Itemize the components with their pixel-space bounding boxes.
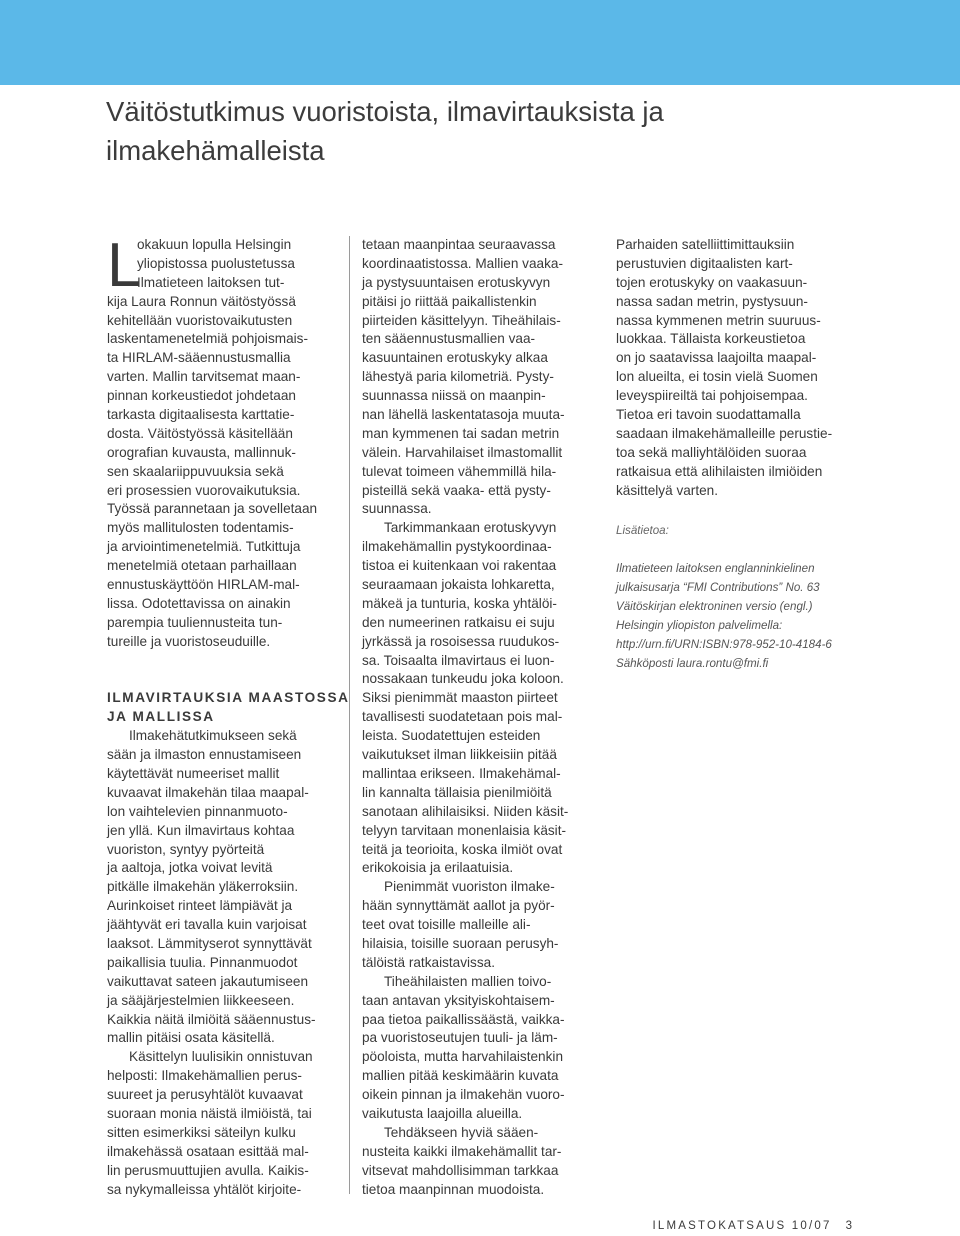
text-line: paa tietoa paikallissäästä, vaikka- bbox=[362, 1011, 565, 1027]
text-line: okakuun lopulla Helsingin bbox=[137, 237, 292, 252]
text-line: lissa. Odotettavissa on ainakin bbox=[107, 595, 291, 611]
title-line-2: ilmakehämalleista bbox=[106, 135, 325, 166]
text-line: pisteillä sekä vaaka- että pysty- bbox=[362, 482, 551, 498]
text-line: lin kannalta tällaisia pienilmiöitä bbox=[362, 784, 552, 800]
text-line: sanotaan alihilaisiksi. Niiden käsit- bbox=[362, 803, 569, 819]
top-color-band bbox=[0, 0, 960, 85]
text-line: sään ja ilmaston ennustamiseen bbox=[107, 747, 302, 763]
text-line: tietoa maanpinnan muodoista. bbox=[362, 1181, 545, 1197]
text-line: mallin pitäisi osata käsitellä. bbox=[107, 1030, 275, 1046]
text-line: sitten esimerkiksi säteilyn kulku bbox=[107, 1124, 296, 1140]
text-line: perustuvien digitaalisten kart- bbox=[616, 255, 793, 271]
info-line: Helsingin yliopiston palvelimella: bbox=[616, 619, 783, 633]
text-line: Tehdäkseen hyviä sääen- bbox=[384, 1124, 539, 1140]
text-line: man kymmenen tai sadan metrin bbox=[362, 425, 560, 441]
text-line: Tiheähilaisten mallien toivo- bbox=[384, 973, 552, 989]
text-line: ja arviointimenetelmiä. Tutkittuja bbox=[107, 539, 301, 555]
text-line: kehitellään vuoristovaikutusten bbox=[107, 312, 293, 328]
text-line: teitä ja teorioita, koska ilmiöt ovat bbox=[362, 841, 563, 857]
text-line: ennustuskäyttöön HIRLAM-mal- bbox=[107, 577, 300, 593]
text-line: pitkälle ilmakehän yläkerroksiin. bbox=[107, 879, 299, 895]
text-line: helposti: Ilmakehämallien perus- bbox=[107, 1068, 302, 1084]
text-line: välein. Harvahilaiset ilmastomallit bbox=[362, 444, 563, 460]
text-line: hilaisia, toisille suoraan perusyh- bbox=[362, 935, 559, 951]
text-line: lon alueilta, ei tosin vielä Suomen bbox=[616, 369, 818, 385]
text-line: Käsittelyn luulisikin onnistuvan bbox=[129, 1049, 313, 1065]
text-line: piirteiden käsittelyyn. Tiheähilais- bbox=[362, 312, 561, 328]
text-line: luokkaa. Tällaista korkeustietoa bbox=[616, 331, 806, 347]
text-line: kuvaavat ilmakehän tilaa maapal- bbox=[107, 784, 309, 800]
text-line: nassa sadan metrin, pystysuun- bbox=[616, 293, 808, 309]
text-line: mäkeä ja tunturia, koska yhtälöi- bbox=[362, 595, 557, 611]
section-heading-line: ILMAVIRTAUKSIA MAASTOSSA bbox=[107, 690, 350, 706]
info-line: julkaisusarja “FMI Contributions” No. 63 bbox=[616, 581, 820, 595]
text-line: suoraan monia näistä ilmiöistä, tai bbox=[107, 1105, 312, 1121]
paragraph-gap bbox=[107, 652, 339, 671]
drop-cap: L bbox=[107, 231, 142, 300]
text-line: Pienimmät vuoriston ilmake- bbox=[384, 879, 555, 895]
article-title bbox=[106, 92, 866, 170]
text-line: pöoloista, mutta harvahilaistenkin bbox=[362, 1049, 563, 1065]
text-line: yliopistossa puolustetussa bbox=[137, 255, 295, 271]
text-line: Tarkimmankaan erotuskyvyn bbox=[384, 520, 557, 536]
section-heading-line: JA MALLISSA bbox=[107, 709, 215, 725]
text-line: tojen erotuskyky on vaakasuun- bbox=[616, 274, 808, 290]
text-line: suureet ja perusyhtälöt kuvaavat bbox=[107, 1087, 303, 1103]
text-line: Aurinkoiset rinteet lämpiävät ja bbox=[107, 898, 293, 914]
text-line: paikallisia tuulia. Pinnanmuodot bbox=[107, 954, 298, 970]
text-line: oikein pinnan ja ilmakehän vuoro- bbox=[362, 1087, 565, 1103]
page-footer bbox=[653, 1220, 852, 1232]
text-line: ja sääjärjestelmien liikkeeseen. bbox=[107, 992, 295, 1008]
text-line: menetelmiä otetaan parhaillaan bbox=[107, 558, 297, 574]
text-line: den numeerinen ratkaisu ei suju bbox=[362, 614, 555, 630]
text-line: tarkasta digitaalisesta karttatie- bbox=[107, 407, 295, 423]
text-line: Kaikkia näitä ilmiöitä sääennustus- bbox=[107, 1011, 316, 1027]
text-line: vaikutukset ilman liikkeisiin pitää bbox=[362, 747, 557, 763]
info-link[interactable]: http://urn.fi/URN:ISBN:978-952-10-4184-6 bbox=[616, 637, 832, 651]
text-line: tureille ja vuoristoseuduille. bbox=[107, 633, 271, 649]
publication-name: ILMASTOKATSAUS 10/07 bbox=[652, 1220, 832, 1232]
text-line: suunnassa. bbox=[362, 501, 432, 517]
text-line: Parhaiden satelliittimittauksiin bbox=[616, 237, 795, 252]
text-line: tavallisesti suodatetaan pois mal- bbox=[362, 709, 563, 725]
text-line: vitsevat mahdollisimman tarkkaa bbox=[362, 1162, 559, 1178]
text-line: ratkaisua että alihilaisten ilmiöiden bbox=[616, 463, 823, 479]
text-line: telyyn tarvitaan monenlaisia käsit- bbox=[362, 822, 566, 838]
text-line: pa vuoristoseutujen tuuli- ja läm- bbox=[362, 1030, 558, 1046]
text-line: jäähtyvät eri tavalla kuin varjoisat bbox=[107, 917, 307, 933]
text-line: jyrkässä ja rosoisessa ruudukos- bbox=[362, 633, 560, 649]
text-line: nan lähellä laskentatasoja muuta- bbox=[362, 407, 565, 423]
text-line: seuraamaan jokaista lohkaretta, bbox=[362, 577, 555, 593]
text-line: sa. Toisaalta ilmavirtaus ei luon- bbox=[362, 652, 555, 668]
text-line: tetaan maanpintaa seuraavassa bbox=[362, 237, 556, 252]
text-line: ta HIRLAM-sääennustusmallia bbox=[107, 350, 291, 366]
text-line: Siksi pienimmät maaston piirteet bbox=[362, 690, 558, 706]
text-line: mallintaa erikseen. Ilmakehämal- bbox=[362, 765, 561, 781]
text-line: orografian kuvausta, mallinnuk- bbox=[107, 444, 296, 460]
text-line: käytettävät numeeriset mallit bbox=[107, 765, 280, 781]
text-line: Ilmatieteen laitoksen tut- bbox=[137, 274, 285, 290]
text-column-1 bbox=[107, 231, 350, 1199]
text-line: vaikuttavat sateen jakautumiseen bbox=[107, 973, 309, 989]
text-line: Ilmakehätutkimukseen sekä bbox=[129, 728, 297, 744]
text-line: sen skaalariippuvuuksia sekä bbox=[107, 463, 284, 479]
text-line: lähestyä paria kilometriä. Pysty- bbox=[362, 369, 554, 385]
text-line: käsittelyä varten. bbox=[616, 482, 718, 498]
text-line: varten. Mallin tarvitsemat maan- bbox=[107, 369, 301, 385]
text-line: parempia tuuliennusteita tun- bbox=[107, 614, 283, 630]
text-line: eri prosessien vuorovaikutuksia. bbox=[107, 482, 301, 498]
text-line: ja pystysuuntaisen erotuskyvyn bbox=[362, 274, 551, 290]
text-line: suunnassa niissä on maanpin- bbox=[362, 388, 546, 404]
text-line: laaksot. Lämmityserot synnyttävät bbox=[107, 935, 312, 951]
info-label: Lisätietoa: bbox=[616, 524, 669, 538]
column-divider bbox=[349, 236, 350, 1194]
text-line: pitäisi jo riittää paikallistenkin bbox=[362, 293, 537, 309]
text-line: hään synnyttämät aallot ja pyör- bbox=[362, 898, 555, 914]
title-line-1: Väitöstutkimus vuoristoista, ilmavirtauksista ja bbox=[106, 96, 664, 127]
text-line: kija Laura Ronnun väitöstyössä bbox=[107, 293, 296, 309]
text-line: teet ovat toisille malleille ali- bbox=[362, 917, 531, 933]
text-line: erikokoisia ja erilaatuisia. bbox=[362, 860, 514, 876]
text-column-2 bbox=[362, 236, 594, 1199]
text-line: nusteita kaikki ilmakehämallit tar- bbox=[362, 1143, 562, 1159]
text-line: lon vaihtelevien pinnanmuoto- bbox=[107, 803, 288, 819]
text-line: myös mallitulosten todentamis- bbox=[107, 520, 294, 536]
text-line: toa sekä malliyhtälöiden suoraa bbox=[616, 444, 807, 460]
text-line: saadaan ilmakehämalleille perustie- bbox=[616, 425, 833, 441]
text-line: koordinaatistossa. Mallien vaaka- bbox=[362, 255, 563, 271]
text-line: ilmakehässä osataan esittää mal- bbox=[107, 1143, 309, 1159]
text-line: on jo saatavissa laajoilta maapal- bbox=[616, 350, 817, 366]
text-line: nassa kymmenen metrin suuruus- bbox=[616, 312, 821, 328]
info-line: Ilmatieteen laitoksen englanninkielinen bbox=[616, 562, 815, 576]
text-line: taan antavan yksityiskohtaisem- bbox=[362, 992, 555, 1008]
text-line: ten sääennustusmallien vaa- bbox=[362, 331, 536, 347]
page-number: 3 bbox=[845, 1220, 852, 1232]
text-line: leveyspiireiltä tai pohjoisempaa. bbox=[616, 388, 808, 404]
text-line: kasuuntainen erotuskyky alkaa bbox=[362, 350, 548, 366]
text-line: vuoriston, syntyy pyörteitä bbox=[107, 841, 265, 857]
text-line: ilmakehämallin pystykoordinaa- bbox=[362, 539, 552, 555]
text-line: jen yllä. Kun ilmavirtaus kohtaa bbox=[107, 822, 295, 838]
text-line: tistoa ei kuitenkaan voi rakentaa bbox=[362, 558, 557, 574]
info-email[interactable]: Sähköposti laura.rontu@fmi.fi bbox=[616, 656, 769, 670]
text-line: leista. Suodatettujen esteiden bbox=[362, 728, 541, 744]
text-line: pinnan korkeustiedot johdetaan bbox=[107, 388, 296, 404]
text-line: laskentamenetelmiä pohjoismais- bbox=[107, 331, 308, 347]
text-line: mallien pitää keskimäärin kuvata bbox=[362, 1068, 559, 1084]
text-line: Työssä parannetaan ja sovelletaan bbox=[107, 501, 318, 517]
text-column-3 bbox=[616, 236, 856, 674]
text-line: vaikutusta laajoilla alueilla. bbox=[362, 1105, 523, 1121]
text-line: tälöistä ratkaistavissa. bbox=[362, 954, 495, 970]
text-line: ja aaltoja, jotka voivat levitä bbox=[107, 860, 273, 876]
text-line: dosta. Väitöstyössä käsitellään bbox=[107, 425, 293, 441]
info-line: Väitöskirjan elektroninen versio (engl.) bbox=[616, 600, 813, 614]
text-line: Tietoa eri tavoin suodattamalla bbox=[616, 407, 801, 423]
text-line: tulevat toimeen vähemmillä hila- bbox=[362, 463, 557, 479]
column-3-body bbox=[616, 236, 856, 500]
text-line: lin perusmuuttujien avulla. Kaikis- bbox=[107, 1162, 309, 1178]
text-line: nossakaan tunkeudu joka koloon. bbox=[362, 671, 564, 687]
text-line: sa nykymalleissa yhtälöt kirjoite- bbox=[107, 1181, 302, 1197]
paragraph-gap bbox=[107, 670, 339, 689]
